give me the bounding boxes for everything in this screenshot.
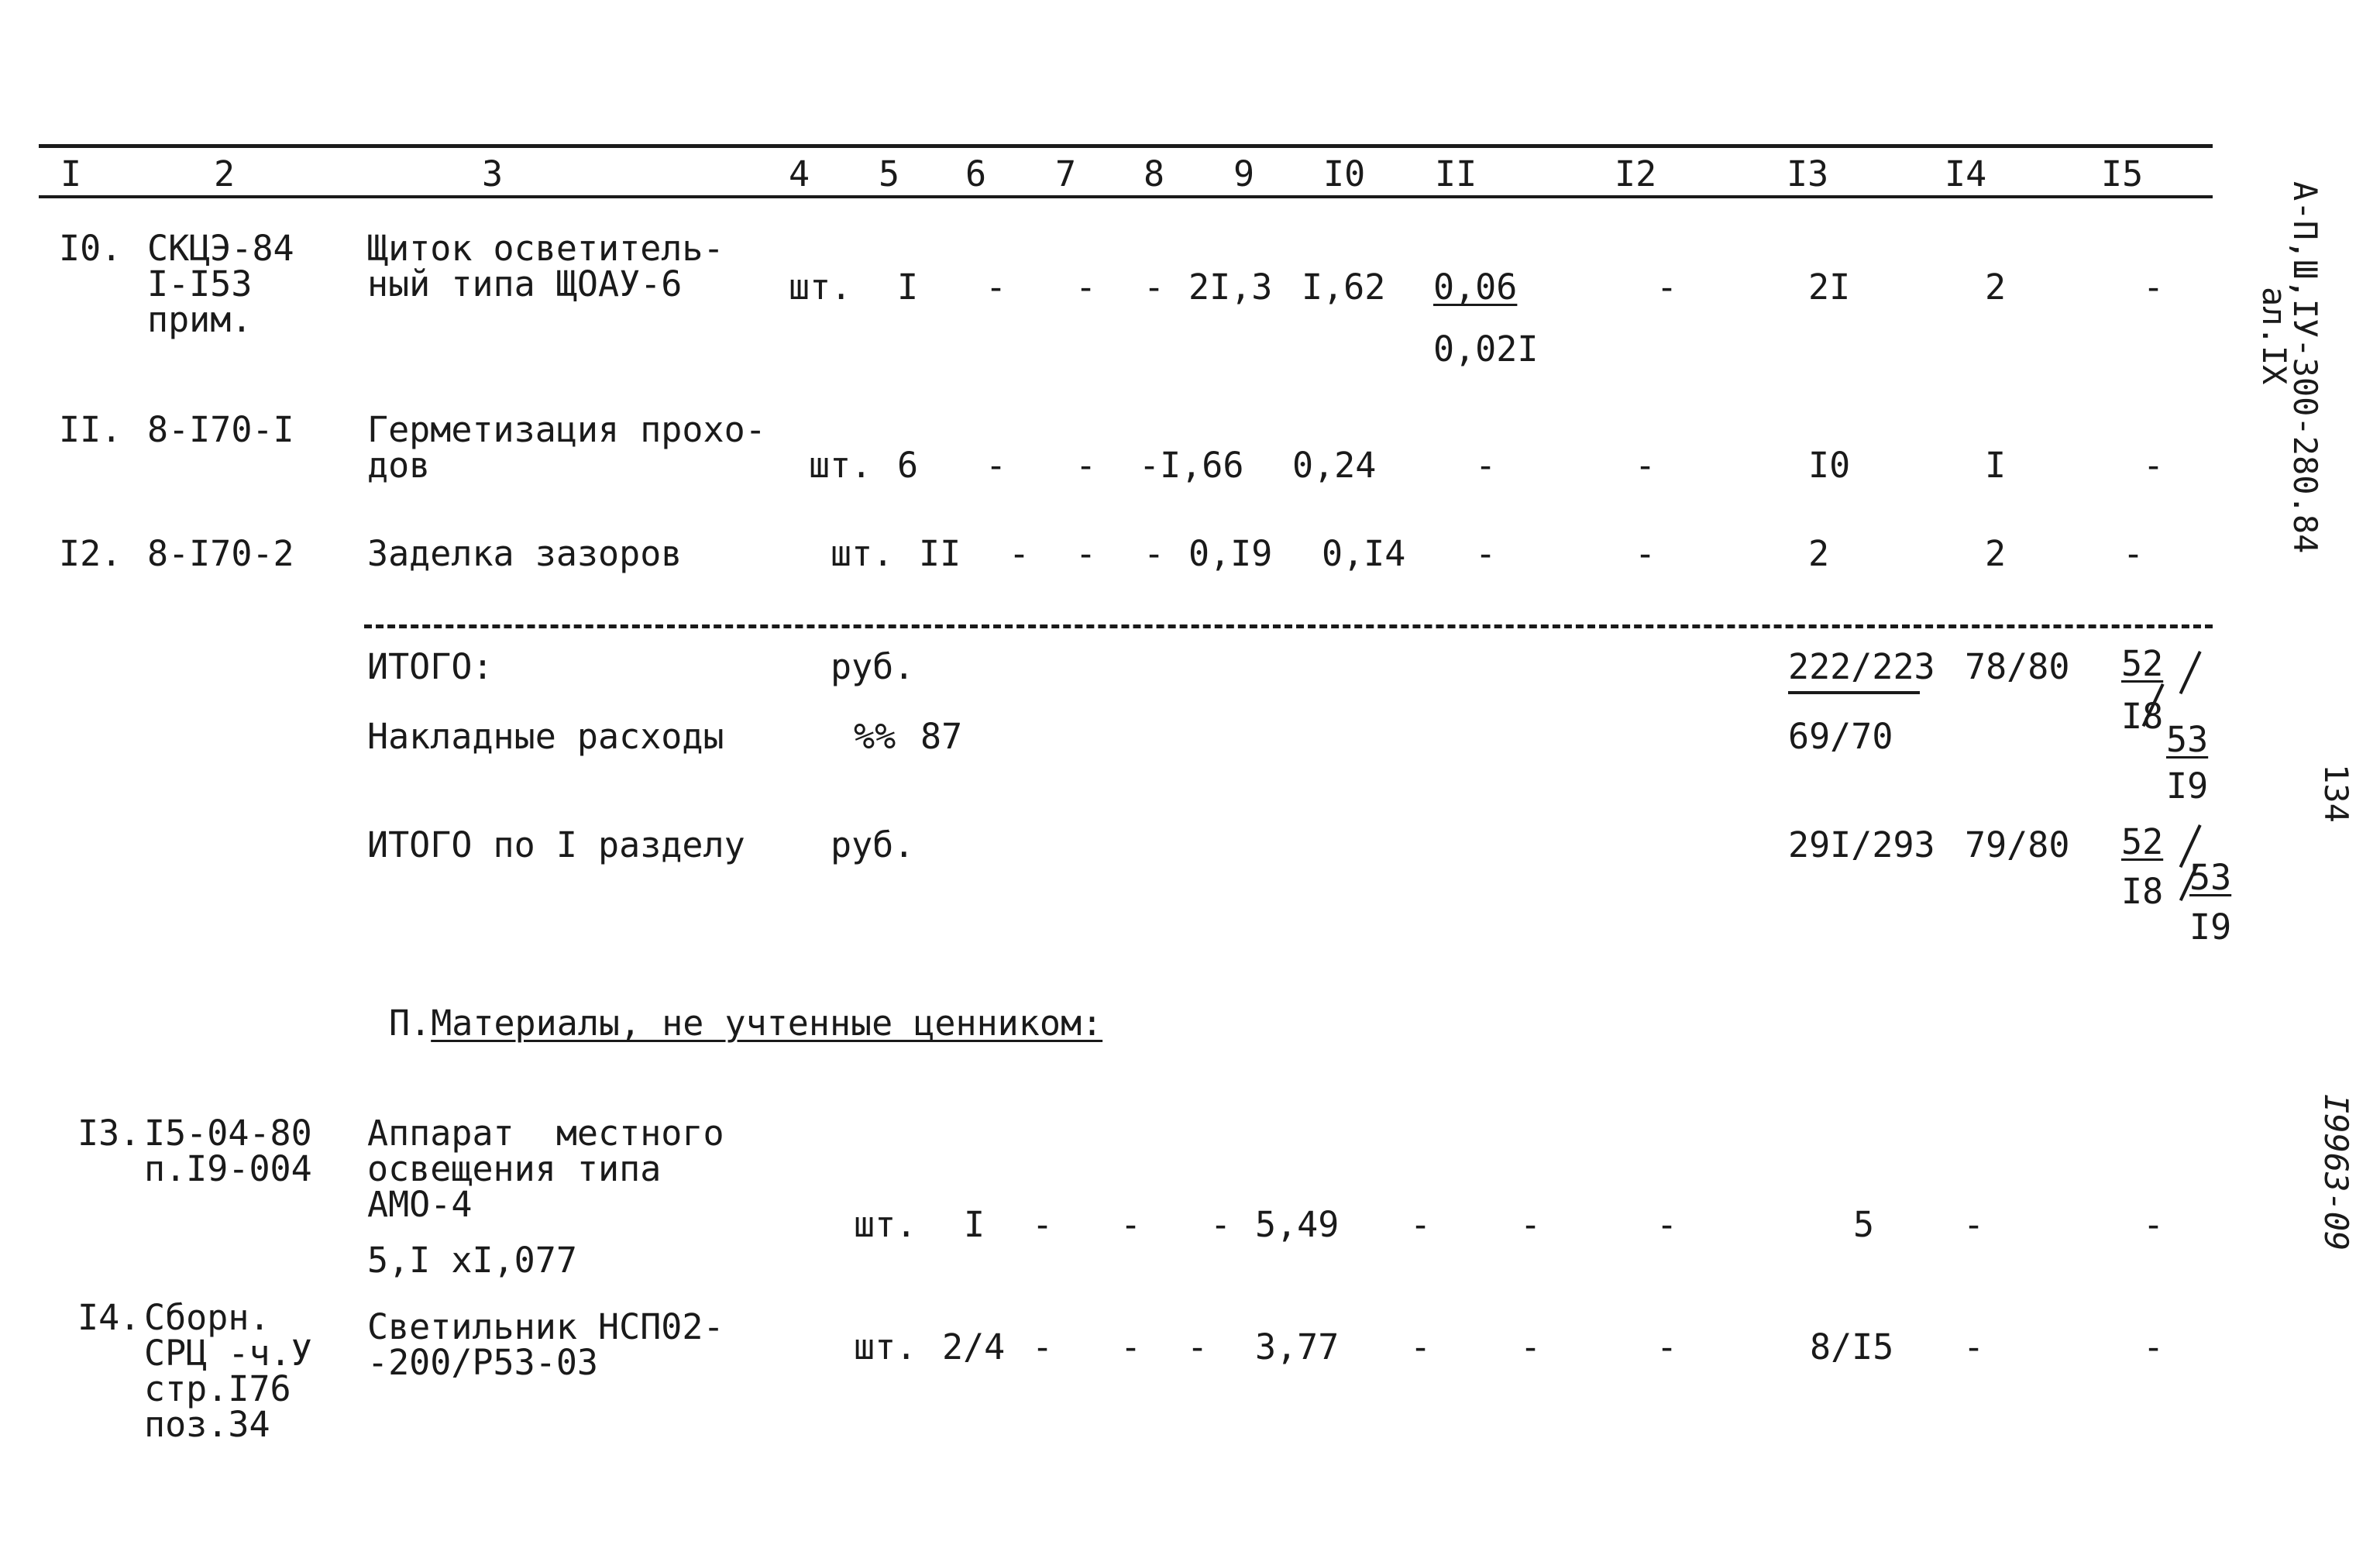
overhead-unit: %% — [854, 716, 896, 757]
row-unit: шт. — [809, 445, 872, 486]
row-col9: 5,49 — [1255, 1204, 1340, 1245]
column-header-3: 3 — [482, 153, 504, 194]
row-number: I0. — [59, 228, 122, 269]
itogo-col14: 78/80 — [1965, 646, 2070, 687]
row-col7: - — [1075, 533, 1097, 574]
row-col14: - — [1963, 1204, 1985, 1245]
section-total-col13: 29I/293 — [1788, 824, 1935, 865]
itogo-label: ИТОГО: — [367, 646, 494, 687]
row-qty: II — [919, 533, 961, 574]
section-2-heading — [389, 1003, 1103, 1044]
column-header-2: 2 — [214, 153, 236, 194]
totals-dashed-divider — [364, 624, 2213, 628]
row-number: I3. — [77, 1113, 141, 1154]
margin-doc-code: А-П,Ш,IУ-300-280.84 — [2286, 181, 2324, 554]
row-col6: - — [1032, 1204, 1054, 1245]
row-col8: - — [1144, 533, 1165, 574]
column-header-5: 5 — [879, 153, 900, 194]
row-col14: 2 — [1985, 533, 2007, 574]
row-col15: - — [2143, 267, 2165, 308]
column-header-11: II — [1435, 153, 1477, 194]
row-number: I4. — [77, 1297, 141, 1338]
row-col9: 0,I9 — [1188, 533, 1273, 574]
row-col13: 5 — [1853, 1204, 1875, 1245]
row-col6: - — [1009, 533, 1030, 574]
column-header-8: 8 — [1144, 153, 1165, 194]
row-col6: - — [985, 267, 1007, 308]
row-col8: - — [1144, 267, 1165, 308]
header-top-rule — [39, 144, 2213, 148]
overhead-col15-numerator: 53 — [2166, 719, 2209, 760]
itogo-col15-denominator: I8 — [2121, 696, 2164, 737]
column-header-13: I3 — [1787, 153, 1829, 194]
section-2-prefix: П. — [389, 1003, 432, 1044]
row-name: Заделка зазоров — [367, 533, 683, 574]
row-col12: - — [1635, 533, 1656, 574]
column-header-4: 4 — [789, 153, 810, 194]
row-col12: - — [1656, 1326, 1678, 1368]
row-name: Светильник НСП02- -200/Р53-03 — [367, 1306, 724, 1383]
row-col8: - — [1187, 1326, 1209, 1368]
row-calc: 5,I хI,077 — [367, 1240, 577, 1281]
row-name: Герметизация прохо- дов — [367, 409, 766, 486]
overhead-col15-denominator: I9 — [2166, 765, 2209, 807]
row-col13: 2 — [1808, 533, 1830, 574]
row-col7: - — [1075, 267, 1097, 308]
section-total-col15-numerator: 52 — [2121, 821, 2164, 862]
row-col11: - — [1475, 445, 1497, 486]
row-col15: - — [2123, 533, 2144, 574]
row-col10: I,62 — [1302, 267, 1386, 308]
column-header-10: I0 — [1323, 153, 1366, 194]
overhead-label: Накладные расходы — [367, 716, 724, 757]
margin-album: ал.IХ — [2255, 287, 2293, 385]
row-qty: 2/4 — [942, 1326, 1006, 1368]
row-col8: - — [1210, 1204, 1232, 1245]
row-col7: - — [1120, 1326, 1142, 1368]
column-header-14: I4 — [1945, 153, 1987, 194]
row-unit: шт. — [831, 533, 894, 574]
row-col11-top: 0,06 — [1433, 267, 1518, 308]
row-col15: - — [2143, 1204, 2165, 1245]
row-col13: 8/I5 — [1810, 1326, 1894, 1368]
margin-inventory-number: I9963-09 — [2317, 1094, 2355, 1251]
row-unit: шт. — [789, 267, 852, 308]
section-2-title: Материалы, не учтенные ценником: — [431, 1003, 1103, 1044]
row-col12: - — [1656, 1204, 1678, 1245]
itogo-col13: 222/223 — [1788, 646, 1935, 687]
row-col14: I — [1985, 445, 2007, 486]
row-col12: - — [1635, 445, 1656, 486]
row-col7: - — [1075, 445, 1097, 486]
row-unit: шт. — [854, 1204, 917, 1245]
row-code: I5-04-80 п.I9-004 — [144, 1113, 312, 1189]
itogo-col15-slash — [2179, 651, 2202, 694]
row-qty: I — [897, 267, 919, 308]
row-number: I2. — [59, 533, 122, 574]
row-col11: - — [1475, 533, 1497, 574]
row-unit: шт. — [854, 1326, 917, 1368]
section-total-col15-denominator: I8 — [2121, 871, 2164, 912]
section-total-col15-numerator-2: 53 — [2189, 857, 2232, 898]
column-header-9: 9 — [1233, 153, 1255, 194]
row-col15: - — [2143, 1326, 2165, 1368]
row-code: 8-I70-I — [147, 409, 294, 450]
row-code: 8-I70-2 — [147, 533, 294, 574]
row-col9: 3,77 — [1255, 1326, 1340, 1368]
section-total-label: ИТОГО по I разделу — [367, 824, 745, 865]
row-code: СКЦЭ-84 I-I53 прим. — [147, 228, 294, 340]
row-col14: - — [1963, 1326, 1985, 1368]
row-col14: 2 — [1985, 267, 2007, 308]
column-header-12: I2 — [1615, 153, 1657, 194]
row-number: II. — [59, 409, 122, 450]
column-header-6: 6 — [965, 153, 987, 194]
overhead-value: 87 — [920, 716, 963, 757]
section-total-col14: 79/80 — [1965, 824, 2070, 865]
row-col10: 0,24 — [1292, 445, 1377, 486]
itogo-col13-underline — [1788, 691, 1920, 694]
column-header-7: 7 — [1055, 153, 1077, 194]
row-col13: 2I — [1808, 267, 1851, 308]
row-col11: - — [1520, 1326, 1542, 1368]
row-col6: - — [985, 445, 1007, 486]
row-col10: 0,I4 — [1322, 533, 1406, 574]
row-name: Щиток осветитель- ный типа ЩОАУ-6 — [367, 228, 724, 304]
row-name: Аппарат местного освещения типа АМО-4 — [367, 1113, 724, 1225]
row-code: Сборн. СРЦ -ч.У стр.I76 поз.34 — [144, 1297, 312, 1445]
row-col9: -I,66 — [1139, 445, 1244, 486]
row-qty: I — [964, 1204, 985, 1245]
row-col10: - — [1410, 1204, 1432, 1245]
column-header-1: I — [60, 153, 82, 194]
row-col7: - — [1120, 1204, 1142, 1245]
margin-page-number: 134 — [2317, 764, 2355, 823]
itogo-unit: руб. — [831, 646, 915, 687]
column-header-15: I5 — [2101, 153, 2144, 194]
section-total-unit: руб. — [831, 824, 915, 865]
overhead-col13: 69/70 — [1788, 716, 1893, 757]
header-bottom-rule — [39, 195, 2213, 198]
itogo-col15-numerator: 52 — [2121, 643, 2164, 684]
row-col11: - — [1520, 1204, 1542, 1245]
section-total-col15-denominator-2: I9 — [2189, 907, 2232, 948]
row-col9: 2I,3 — [1188, 267, 1273, 308]
row-col15: - — [2143, 445, 2165, 486]
row-col13: I0 — [1808, 445, 1851, 486]
row-col6: - — [1032, 1326, 1054, 1368]
row-qty: 6 — [897, 445, 919, 486]
row-col11-bottom: 0,02I — [1433, 329, 1539, 370]
row-col12: - — [1656, 267, 1678, 308]
row-col10: - — [1410, 1326, 1432, 1368]
